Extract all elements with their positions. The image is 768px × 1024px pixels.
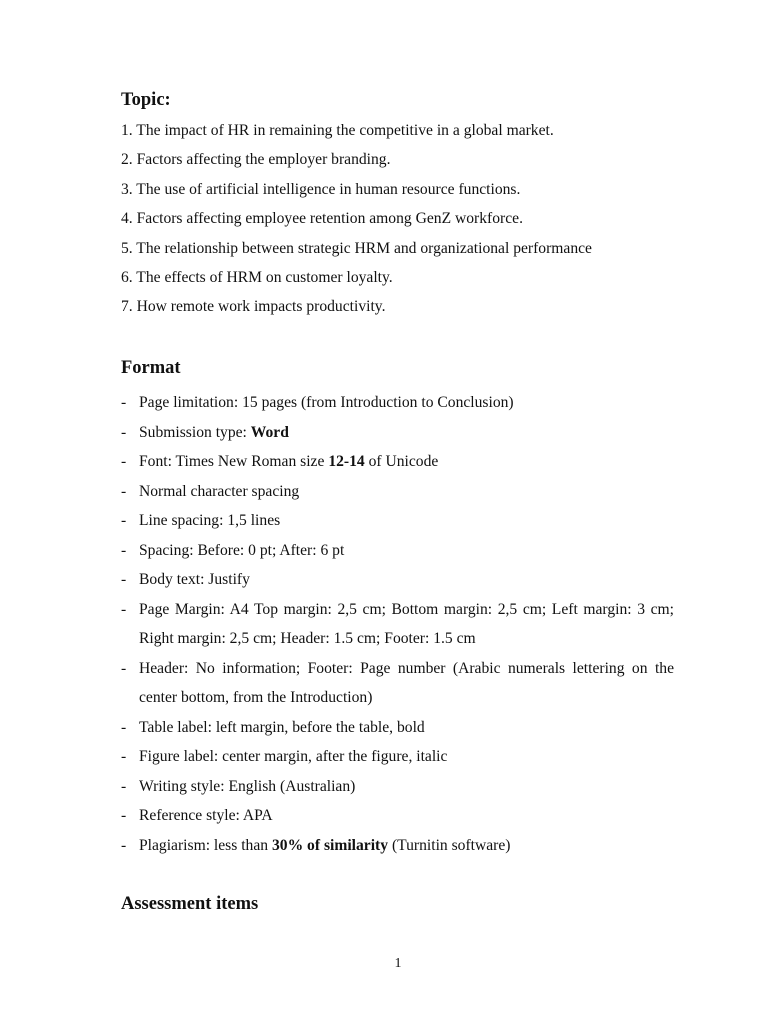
format-item [121, 388, 674, 418]
format-item-emphasis: 30% of similarity [271, 836, 389, 854]
format-item-text: (Turnitin software) [388, 836, 511, 854]
format-item [121, 506, 674, 536]
format-item-text: of Unicode [364, 453, 439, 470]
format-item [121, 477, 674, 507]
topic-item: 2. Factors affecting the employer branding. [121, 151, 391, 169]
list-bullet: - [121, 482, 127, 500]
format-item [121, 831, 674, 861]
list-bullet: - [121, 807, 127, 824]
topic-heading: Topic: [121, 90, 171, 110]
format-item-text: Font: Times New Roman size [139, 453, 329, 470]
format-item-text: Header: No information; Footer: Page number (Arabic numerals lettering on the center bottom, from the Introduction) [139, 659, 674, 706]
list-bullet: - [121, 659, 127, 677]
format-item [121, 742, 674, 772]
list-bullet: - [121, 600, 127, 618]
format-item [121, 772, 674, 802]
format-item-emphasis: 12-14 [328, 453, 365, 470]
format-item [121, 595, 674, 654]
format-item-emphasis: Word [250, 423, 289, 441]
list-bullet: - [121, 423, 127, 441]
page-number: 1 [394, 956, 402, 971]
format-item-text: Writing style: English (Australian) [139, 777, 356, 795]
topic-item: 6. The effects of HRM on customer loyalty. [121, 268, 393, 286]
topic-list [121, 120, 681, 326]
list-bullet: - [121, 512, 127, 529]
format-item [121, 536, 674, 566]
format-item-text: Page Margin: A4 Top margin: 2,5 cm; Bottom margin: 2,5 cm; Left margin: 3 cm; Right margin: 2,5 cm; Header: 1.5 cm; Footer: 1.5 cm [139, 600, 674, 647]
list-bullet: - [121, 718, 127, 736]
topic-item: 7. How remote work impacts productivity. [121, 298, 386, 316]
format-item-text: Figure label: center margin, after the figure, italic [139, 748, 448, 765]
format-item-text: Spacing: Before: 0 pt; After: 6 pt [139, 541, 345, 559]
list-bullet: - [121, 748, 127, 765]
format-item [121, 418, 674, 448]
topic-item: 3. The use of artificial intelligence in human resource functions. [121, 180, 521, 198]
format-item-text: Plagiarism: less than [139, 836, 272, 854]
format-item-text: Line spacing: 1,5 lines [139, 512, 281, 529]
topic-item: 1. The impact of HR in remaining the competitive in a global market. [121, 122, 554, 139]
format-item [121, 801, 674, 831]
list-bullet: - [121, 394, 127, 411]
list-bullet: - [121, 777, 127, 795]
format-heading: Format [121, 358, 181, 378]
format-item-text: Normal character spacing [139, 482, 300, 500]
format-item-text: Reference style: APA [139, 807, 273, 824]
format-item [121, 654, 674, 713]
list-bullet: - [121, 453, 127, 470]
format-item [121, 565, 674, 595]
format-item [121, 447, 674, 477]
list-bullet: - [121, 541, 127, 559]
format-item-text: Submission type: [139, 423, 251, 441]
topic-item: 4. Factors affecting employee retention among GenZ workforce. [121, 210, 523, 228]
format-item-text: Page limitation: 15 pages (from Introduction to Conclusion) [139, 394, 514, 411]
list-bullet: - [121, 836, 127, 854]
format-list [121, 388, 674, 860]
assessment-items-heading: Assessment items [121, 894, 259, 914]
format-item-text: Table label: left margin, before the table, bold [139, 718, 425, 736]
format-item [121, 713, 674, 743]
topic-item: 5. The relationship between strategic HRM and organizational performance [121, 239, 592, 257]
list-bullet: - [121, 571, 127, 588]
format-item-text: Body text: Justify [139, 571, 250, 588]
